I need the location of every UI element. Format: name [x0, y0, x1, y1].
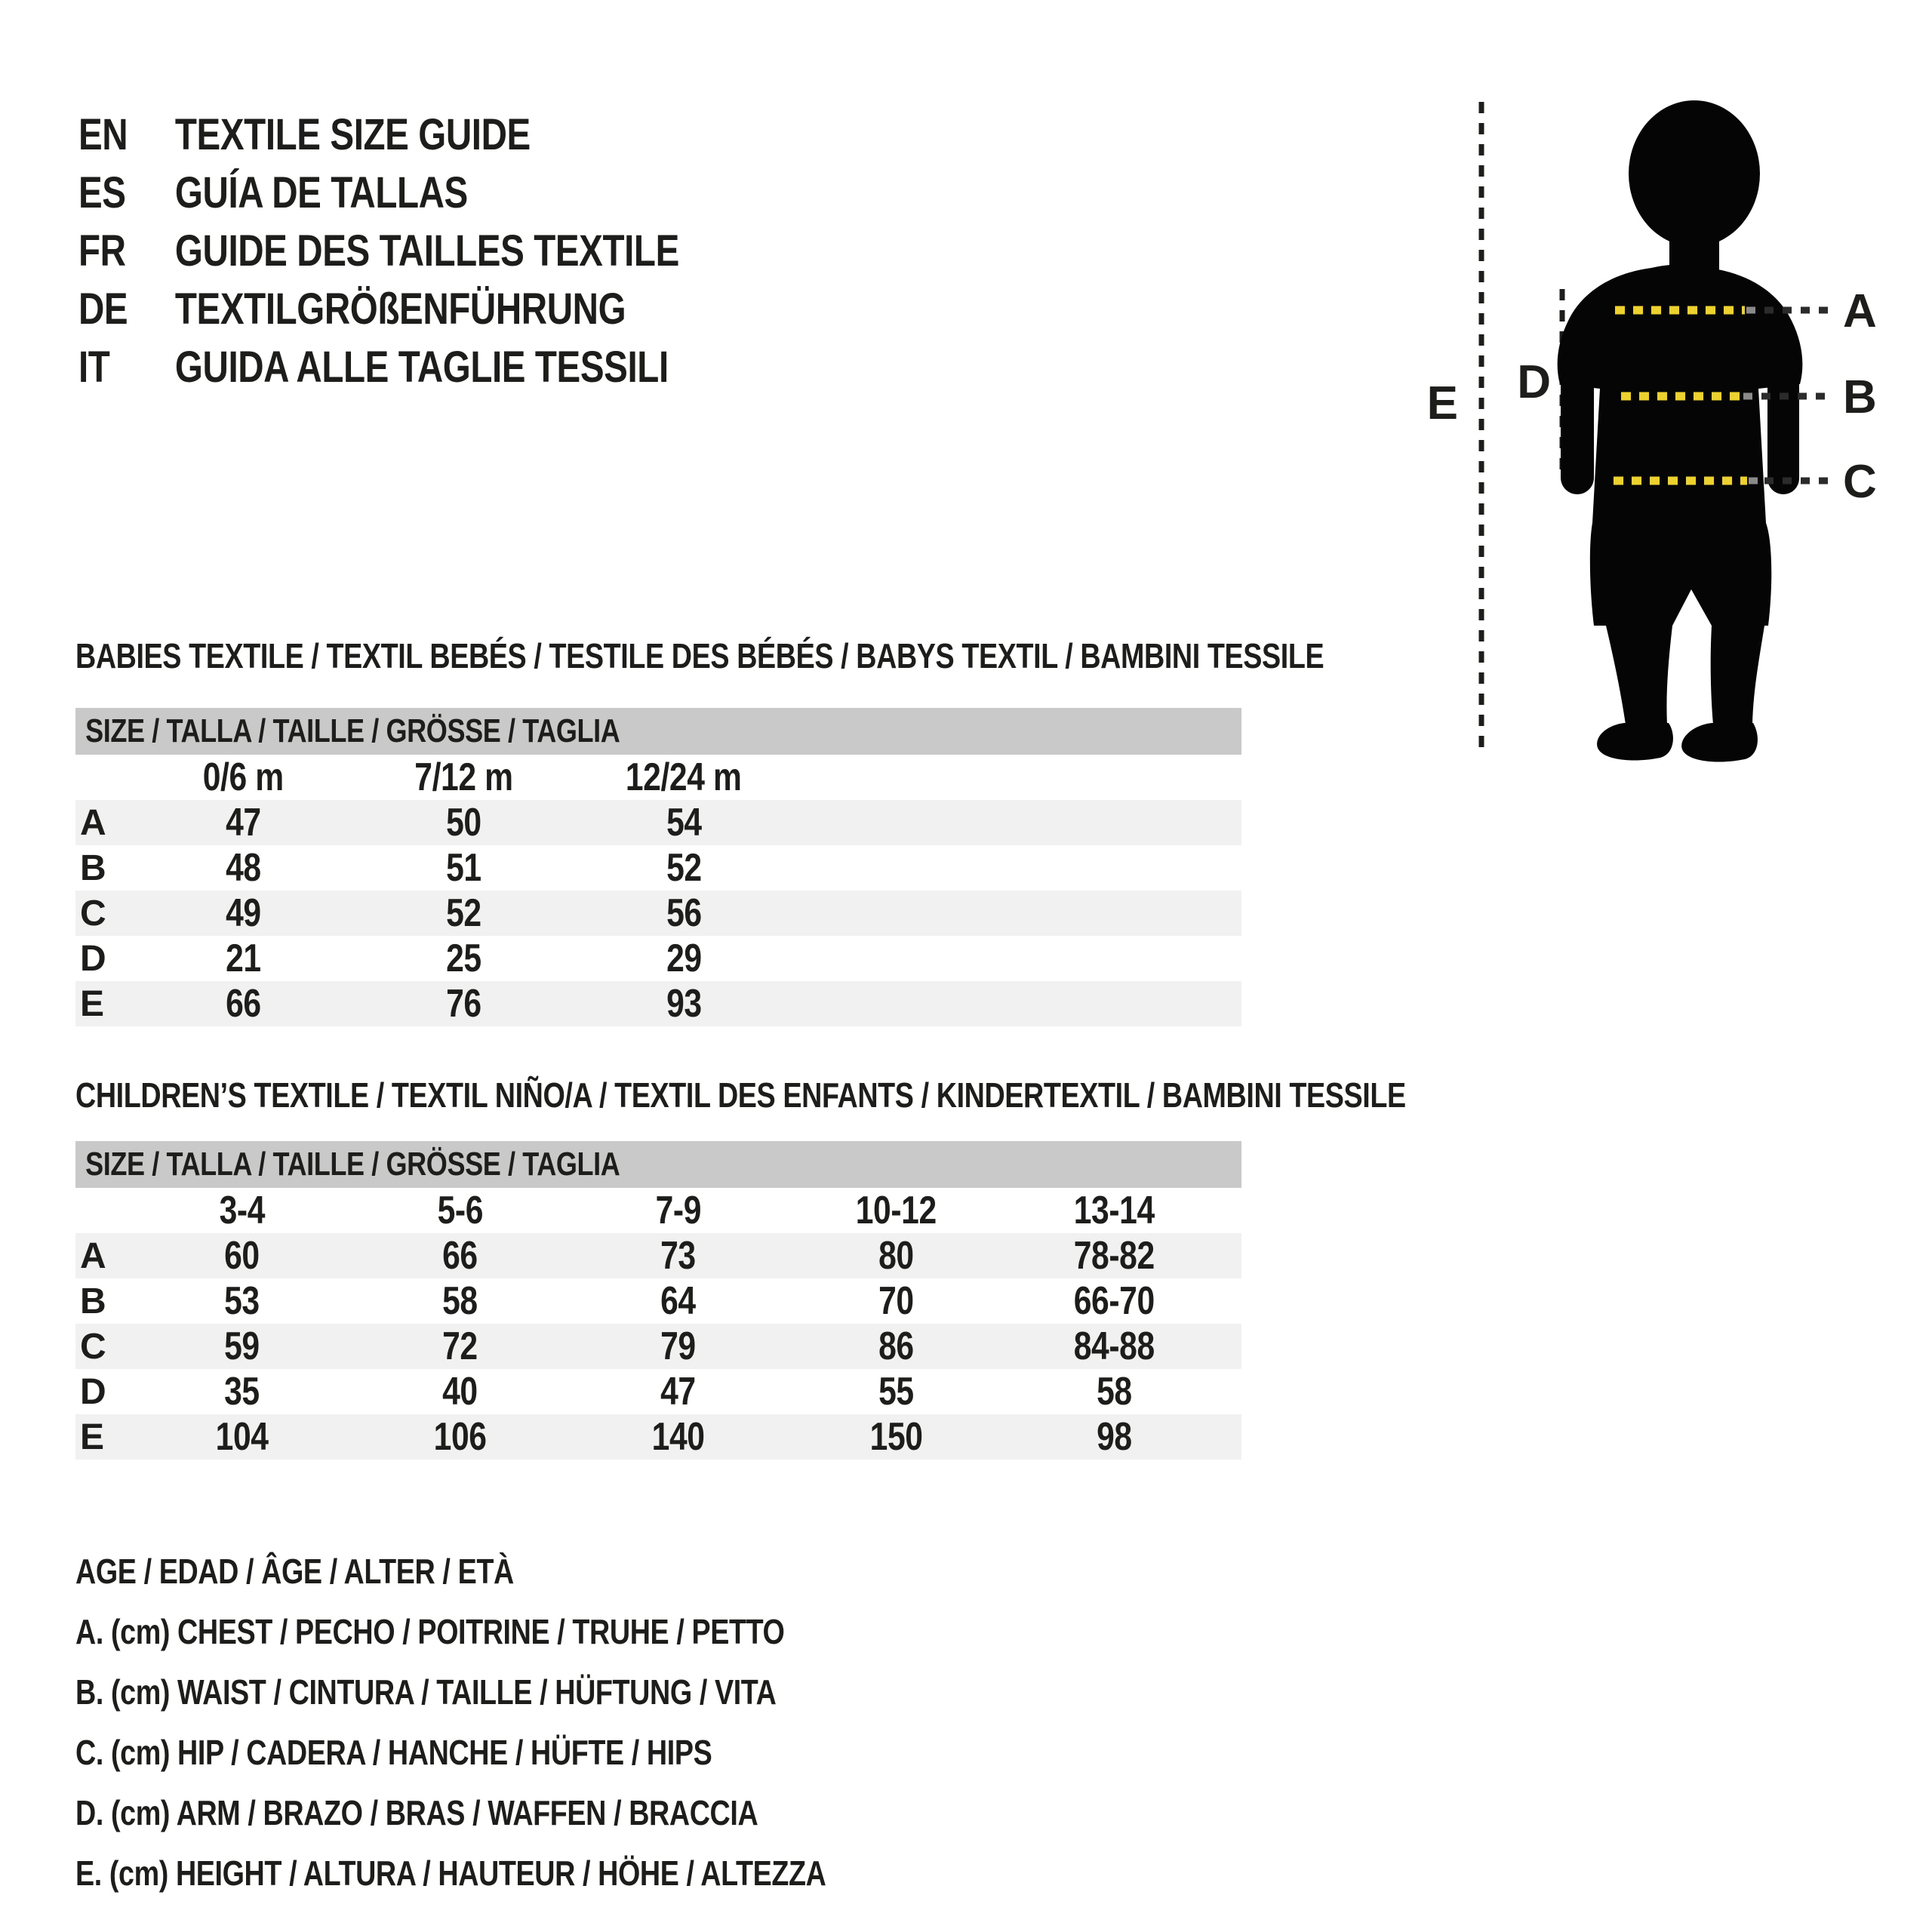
table-row-c — [75, 1324, 1241, 1369]
table-cell-value: 106 — [433, 1415, 487, 1459]
measure-label-d: D — [1517, 356, 1551, 408]
table-row-e — [75, 981, 1241, 1026]
silhouette-right-shoe — [1681, 723, 1758, 762]
silhouette-shorts — [1590, 523, 1771, 626]
column-header-text: 7/12 m — [414, 755, 513, 799]
table-row-a — [75, 800, 1241, 845]
measure-label-c: C — [1843, 456, 1877, 508]
table-cell-value: 80 — [878, 1234, 914, 1278]
table-cell-value: 73 — [660, 1234, 696, 1278]
language-title: GUÍA DE TALLAS — [174, 168, 468, 217]
column-header-text: 0/6 m — [202, 755, 284, 799]
table-cell — [1005, 1278, 1223, 1324]
row-label: C — [80, 893, 106, 934]
table-cell-value: 21 — [225, 937, 261, 980]
silhouette-left-shoe — [1597, 723, 1673, 761]
language-row-es — [78, 164, 811, 222]
table-cell — [133, 891, 353, 936]
table-cell — [574, 936, 794, 981]
column-header — [353, 755, 574, 800]
table-cell — [133, 1278, 351, 1324]
table-cell — [787, 1278, 1005, 1324]
row-label: D — [80, 938, 106, 979]
language-title: GUIDE DES TAILLES TEXTILE — [174, 226, 679, 275]
language-title: TEXTILE SIZE GUIDE — [174, 110, 531, 159]
legend-line — [75, 1783, 991, 1843]
table-row-d — [75, 1369, 1241, 1414]
table-cell-value: 66 — [442, 1234, 478, 1278]
language-row-text — [78, 280, 626, 338]
language-title: TEXTILGRÖßENFÜHRUNG — [174, 285, 626, 334]
column-header-text: 7-9 — [655, 1189, 701, 1232]
row-label: B — [80, 1281, 106, 1321]
column-header-text: 3-4 — [219, 1189, 265, 1232]
table-cell-value: 79 — [660, 1324, 696, 1368]
table-cell — [787, 1414, 1005, 1460]
legend-line — [75, 1843, 991, 1903]
language-header — [78, 106, 811, 396]
table-row-c — [75, 891, 1241, 936]
figure-panel — [1411, 87, 1909, 781]
table-cell-value: 76 — [445, 982, 481, 1026]
table-cell — [353, 891, 574, 936]
table-cell-value: 29 — [666, 937, 702, 980]
table-cell-value: 72 — [442, 1324, 478, 1368]
legend-line-text: D. (cm) ARM / BRAZO / BRAS / WAFFEN / BRACCIA — [75, 1793, 758, 1832]
table-cell — [787, 1324, 1005, 1369]
silhouette-left-arm — [1561, 370, 1594, 494]
legend-line-text: A. (cm) CHEST / PECHO / POITRINE / TRUHE / PETTO — [75, 1612, 785, 1651]
table-cell-value: 55 — [878, 1370, 914, 1414]
legend-line-text: C. (cm) HIP / CADERA / HANCHE / HÜFTE / HIPS — [75, 1733, 712, 1772]
table-cell-value: 50 — [445, 801, 481, 844]
column-header-text: 10-12 — [855, 1189, 937, 1232]
babies-section-title — [75, 635, 1598, 676]
table-cell — [787, 1369, 1005, 1414]
table-cell-value: 140 — [651, 1415, 705, 1459]
table-cell — [351, 1414, 569, 1460]
table-cell-value: 150 — [869, 1415, 923, 1459]
table-cell — [569, 1278, 787, 1324]
table-cell — [133, 845, 353, 891]
table-cell-value: 104 — [215, 1415, 269, 1459]
column-header — [1005, 1188, 1223, 1233]
table-cell — [351, 1324, 569, 1369]
table-cell-value: 60 — [224, 1234, 260, 1278]
babies-size-table — [75, 755, 1241, 1026]
table-cell-value: 35 — [224, 1370, 260, 1414]
table-row-d — [75, 936, 1241, 981]
legend-line-text: E. (cm) HEIGHT / ALTURA / HAUTEUR / HÖHE / ALTEZZA — [75, 1854, 826, 1893]
table-cell-value: 78-82 — [1073, 1234, 1155, 1278]
table-cell-value: 84-88 — [1073, 1324, 1155, 1368]
language-row-text — [78, 164, 468, 222]
table-cell — [574, 800, 794, 845]
table-cell — [1005, 1233, 1223, 1278]
table-cell — [569, 1233, 787, 1278]
column-header-text: 13-14 — [1073, 1189, 1155, 1232]
legend-line — [75, 1601, 991, 1662]
silhouette-left-leg — [1606, 626, 1672, 724]
table-cell — [569, 1369, 787, 1414]
table-cell-value: 25 — [445, 937, 481, 980]
table-cell — [574, 981, 794, 1026]
children-size-header-bar — [75, 1141, 1241, 1188]
table-cell-value: 70 — [878, 1279, 914, 1323]
children-size-table — [75, 1188, 1241, 1460]
table-cell — [574, 845, 794, 891]
legend-line — [75, 1662, 991, 1722]
table-cell-value: 52 — [445, 891, 481, 935]
table-cell-value: 49 — [225, 891, 261, 935]
table-cell — [133, 800, 353, 845]
table-cell — [133, 1414, 351, 1460]
language-row-en — [78, 106, 811, 164]
table-cell-value: 98 — [1097, 1415, 1132, 1459]
table-header-row — [75, 1188, 1241, 1233]
table-cell — [133, 1233, 351, 1278]
table-cell — [133, 981, 353, 1026]
row-label: B — [80, 848, 106, 888]
table-cell-value: 52 — [666, 846, 702, 890]
language-row-de — [78, 280, 811, 338]
table-cell-value: 40 — [442, 1370, 478, 1414]
column-header — [351, 1188, 569, 1233]
row-label: E — [80, 983, 105, 1024]
table-cell — [353, 936, 574, 981]
table-cell — [1005, 1369, 1223, 1414]
table-row-b — [75, 845, 1241, 891]
table-cell — [787, 1233, 1005, 1278]
language-code: EN — [78, 110, 128, 159]
table-cell — [133, 1369, 351, 1414]
table-cell-value: 47 — [225, 801, 261, 844]
table-cell-value: 54 — [666, 801, 702, 844]
language-code: DE — [78, 285, 128, 334]
language-row-text — [78, 222, 679, 280]
table-cell — [353, 800, 574, 845]
table-cell-value: 66-70 — [1073, 1279, 1155, 1323]
table-cell — [351, 1233, 569, 1278]
table-cell-value: 47 — [660, 1370, 696, 1414]
table-header-row — [75, 755, 1241, 800]
table-row-e — [75, 1414, 1241, 1460]
table-cell-value: 53 — [224, 1279, 260, 1323]
table-cell-value: 59 — [224, 1324, 260, 1368]
table-cell-value: 66 — [225, 982, 261, 1026]
table-cell — [133, 936, 353, 981]
column-header — [133, 755, 353, 800]
babies-size-header-text: SIZE / TALLA / TAILLE / GRÖSSE / TAGLIA — [85, 712, 620, 749]
legend-line-text: B. (cm) WAIST / CINTURA / TAILLE / HÜFTUNG / VITA — [75, 1672, 777, 1712]
column-header — [569, 1188, 787, 1233]
table-cell — [574, 891, 794, 936]
table-cell-value: 64 — [660, 1279, 696, 1323]
language-code: IT — [78, 343, 110, 392]
table-cell — [353, 845, 574, 891]
language-title: GUIDA ALLE TAGLIE TESSILI — [174, 343, 669, 392]
children-section-title — [75, 1075, 1698, 1115]
table-cell-value: 51 — [445, 846, 481, 890]
table-cell — [569, 1414, 787, 1460]
table-cell-value: 58 — [442, 1279, 478, 1323]
table-row-b — [75, 1278, 1241, 1324]
column-header-text: 5-6 — [437, 1189, 483, 1232]
legend-line-text: AGE / EDAD / ÂGE / ALTER / ETÀ — [75, 1552, 514, 1591]
babies-size-header-bar — [75, 708, 1241, 755]
language-row-text — [78, 338, 669, 396]
silhouette-right-leg — [1711, 626, 1764, 724]
silhouette-head — [1629, 100, 1760, 247]
row-label: D — [80, 1371, 106, 1412]
silhouette-right-arm — [1767, 370, 1799, 494]
children-section-title-text: CHILDREN’S TEXTILE / TEXTIL NIÑO/A / TEXTIL DES ENFANTS / KINDERTEXTIL / BAMBINI TESSILE — [75, 1075, 1406, 1115]
measure-label-e: E — [1426, 377, 1458, 429]
language-row-text — [78, 106, 531, 164]
language-row-it — [78, 338, 811, 396]
table-cell-value: 93 — [666, 982, 702, 1026]
language-code: ES — [78, 168, 126, 217]
row-label: E — [80, 1417, 105, 1457]
table-cell — [351, 1278, 569, 1324]
measurement-legend — [75, 1541, 991, 1903]
table-cell — [133, 1324, 351, 1369]
table-row-a — [75, 1233, 1241, 1278]
column-header — [133, 1188, 351, 1233]
row-label: C — [80, 1326, 106, 1367]
table-cell — [353, 981, 574, 1026]
table-cell — [351, 1369, 569, 1414]
column-header — [787, 1188, 1005, 1233]
table-cell — [1005, 1324, 1223, 1369]
legend-line — [75, 1541, 991, 1601]
table-cell-value: 86 — [878, 1324, 914, 1368]
table-cell-value: 48 — [225, 846, 261, 890]
table-cell — [1005, 1414, 1223, 1460]
row-label: A — [80, 802, 106, 843]
language-row-fr — [78, 222, 811, 280]
children-size-header-text: SIZE / TALLA / TAILLE / GRÖSSE / TAGLIA — [85, 1146, 620, 1183]
legend-line — [75, 1722, 991, 1783]
column-header — [574, 755, 794, 800]
table-cell — [569, 1324, 787, 1369]
language-code: FR — [78, 226, 126, 275]
child-silhouette-diagram — [1411, 87, 1909, 781]
measure-label-b: B — [1843, 371, 1877, 423]
table-cell-value: 58 — [1097, 1370, 1132, 1414]
row-label: A — [80, 1235, 106, 1276]
measure-label-a: A — [1843, 285, 1877, 337]
column-header-text: 12/24 m — [626, 755, 742, 799]
babies-section-title-text: BABIES TEXTILE / TEXTIL BEBÉS / TESTILE DES BÉBÉS / BABYS TEXTIL / BAMBINI TESSILE — [75, 636, 1324, 675]
table-cell-value: 56 — [666, 891, 702, 935]
